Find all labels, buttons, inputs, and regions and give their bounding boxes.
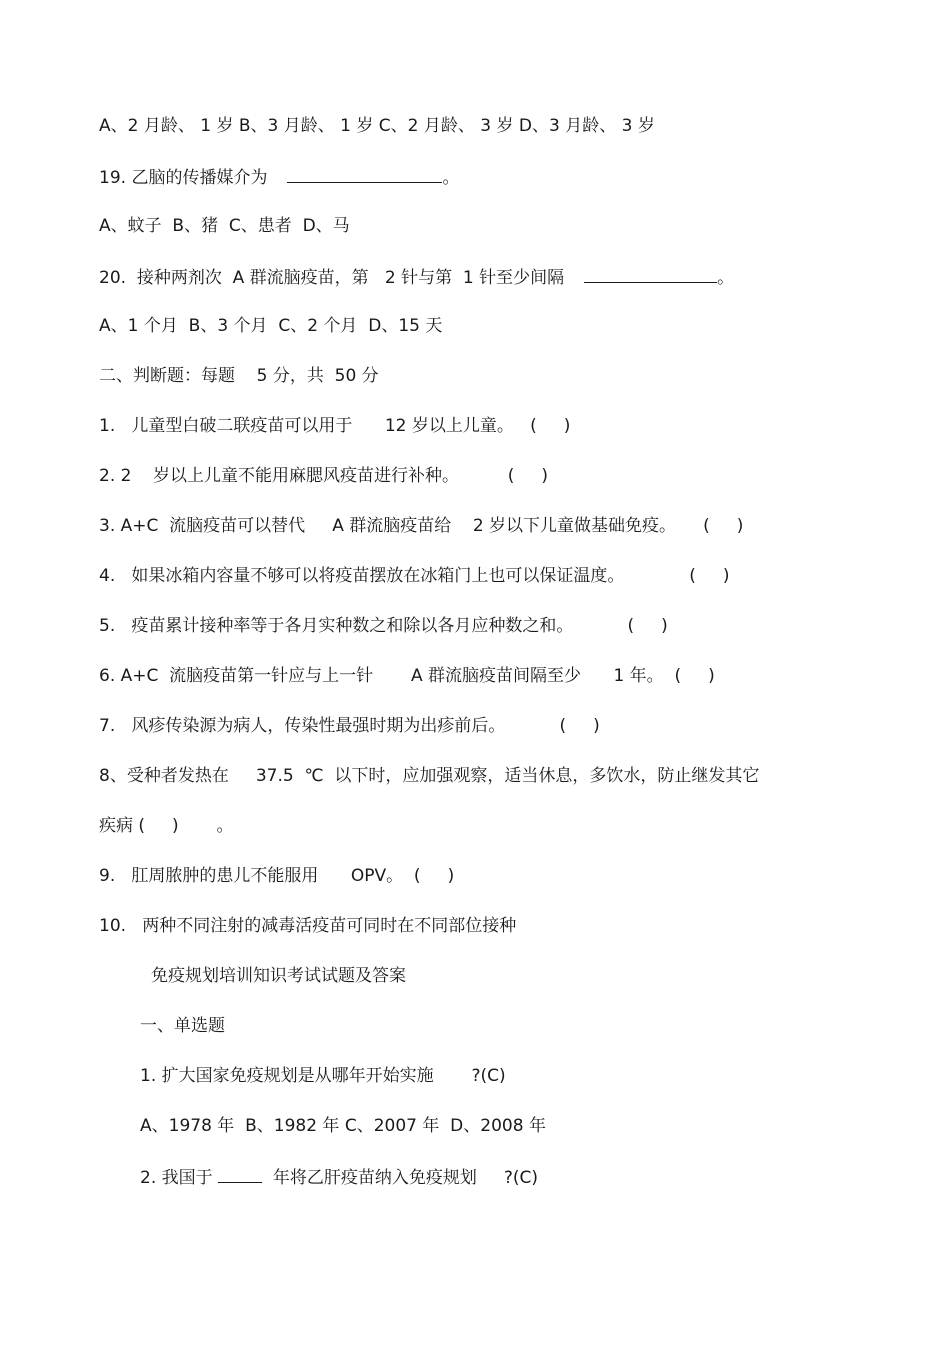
q19-end: 。 xyxy=(442,168,460,188)
sc2-post: 年将乙肝疫苗纳入免疫规划 ?(C) xyxy=(262,1168,539,1188)
tf-question-5: 5. 疫苗累计接种率等于各月实种数之和除以各月应种数之和。 ( ) xyxy=(99,616,668,636)
q18-options: A、2 月龄、 1 岁 B、3 月龄、 1 岁 C、2 月龄、 3 岁 D、3 月龄、 3 岁 xyxy=(99,116,655,136)
tf-question-1: 1. 儿童型白破二联疫苗可以用于 12 岁以上儿童。 ( ) xyxy=(99,416,571,436)
q20-question xyxy=(99,264,734,288)
q19-answer-blank xyxy=(287,164,442,183)
q20-end: 。 xyxy=(717,268,735,288)
q20-text: 20. 接种两剂次 A 群流脑疫苗，第 2 针与第 1 针至少间隔 xyxy=(99,268,565,288)
tf-question-8-line2: 疾病 ( ) 。 xyxy=(99,816,234,836)
section2-title: 二、判断题：每题 5 分，共 50 分 xyxy=(99,366,379,386)
sc-question-2 xyxy=(140,1164,538,1188)
tf-question-8-line1: 8、受种者发热在 37.5 ℃ 以下时，应加强观察，适当休息，多饮水，防止继发其它 xyxy=(99,766,760,786)
section1-title: 一、单选题 xyxy=(140,1016,225,1036)
q20-options: A、1 个月 B、3 个月 C、2 个月 D、15 天 xyxy=(99,316,443,336)
sc-question-1: 1. 扩大国家免疫规划是从哪年开始实施 ?(C) xyxy=(140,1066,506,1086)
tf-question-9: 9. 肛周脓肿的患儿不能服用 OPV。 ( ) xyxy=(99,866,455,886)
q19-text: 19. 乙脑的传播媒介为 xyxy=(99,168,268,188)
sc2-answer-blank xyxy=(218,1164,262,1183)
doc-title: 免疫规划培训知识考试试题及答案 xyxy=(151,966,406,986)
tf-question-4: 4. 如果冰箱内容量不够可以将疫苗摆放在冰箱门上也可以保证温度。 ( ) xyxy=(99,566,730,586)
tf-question-3: 3. A+C 流脑疫苗可以替代 A 群流脑疫苗给 2 岁以下儿童做基础免疫。 ( ) xyxy=(99,516,744,536)
q19-options: A、蚊子 B、猪 C、患者 D、马 xyxy=(99,216,350,236)
tf-question-2: 2. 2 岁以上儿童不能用麻腮风疫苗进行补种。 ( ) xyxy=(99,466,548,486)
q19-question xyxy=(99,164,459,188)
sc-question-1-options: A、1978 年 B、1982 年 C、2007 年 D、2008 年 xyxy=(140,1116,546,1136)
tf-question-10: 10. 两种不同注射的减毒活疫苗可同时在不同部位接种 xyxy=(99,916,517,936)
tf-question-6: 6. A+C 流脑疫苗第一针应与上一针 A 群流脑疫苗间隔至少 1 年。 ( ) xyxy=(99,666,715,686)
q20-answer-blank xyxy=(584,264,717,283)
tf-question-7: 7. 风疹传染源为病人，传染性最强时期为出疹前后。 ( ) xyxy=(99,716,600,736)
sc2-pre: 2. 我国于 xyxy=(140,1168,219,1188)
